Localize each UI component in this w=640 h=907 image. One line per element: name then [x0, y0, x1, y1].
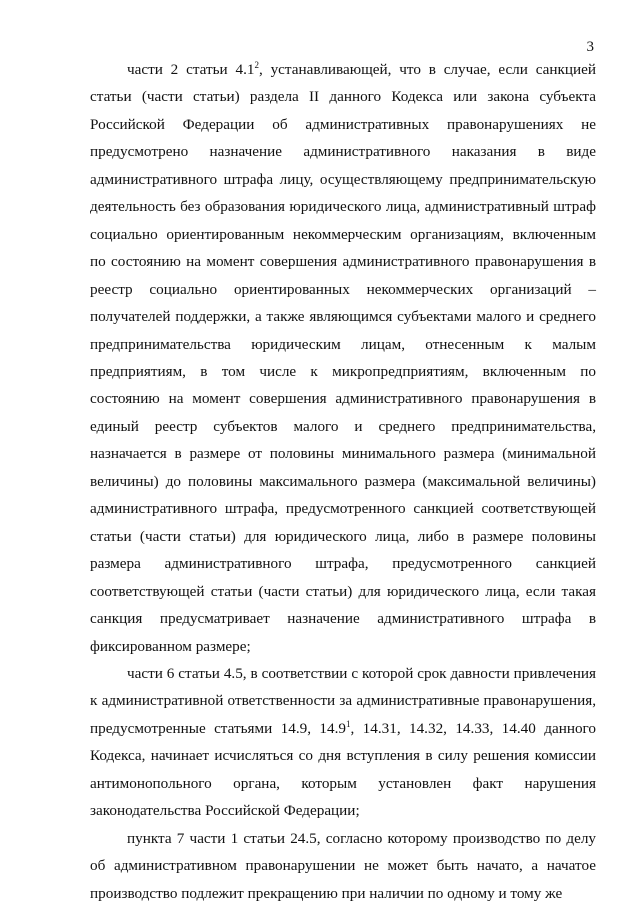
paragraph-article-4-5 — [90, 660, 596, 825]
superscript: 2 — [254, 59, 259, 70]
paragraph-text: пункта 7 части 1 статьи 24.5, согласно которому производство по делу об административном правонарушении не может быть начато, а начатое производство подлежит прекращению при наличии по одному и тому же — [90, 829, 596, 902]
paragraph-text: , устанавливающей, что в случае, если санкцией статьи (части статьи) раздела II данного Кодекса или закона субъекта Российской Федерации об административных правонарушениях не предусмотрено назначение административного наказания в виде административного штрафа лицу, осуществляющему предпринимательскую деятельность без образования юридического лица, административный штраф социально ориентированным некоммерческим организациям, включенным по состоянию на момент совершения административного правонарушения в реестр социально ориентированных некоммерческих организаций – получателей поддержки, а также являющимся субъектами малого и среднего предпринимательства юридическим лицам, отнесенным к малым предприятиям, в том числе к микропредприятиям, включенным по состоянию на момент совершения административного правонарушения в единый реестр субъектов малого и среднего предпринимательства, назначается в размере от половины минимального размера (минимальной величины) до половины максимального размера (максимальной величины) административного штрафа, предусмотренного санкцией соответствующей статьи (части статьи) для юридического лица, либо в размере половины размера административного штрафа, предусмотренного санкцией соответствующей статьи (части статьи) для юридического лица, если такая санкция предусматривает назначение административного штрафа в фиксированном размере; — [90, 61, 596, 655]
page-number: 3 — [586, 39, 594, 55]
document-body — [90, 56, 596, 907]
paragraph-text: части 6 статьи 4.5, в соответствии с которой срок давности привлечения к административной ответственности за административные правонарушения, предусмотренные статьями 14.9, 14.9 — [90, 664, 596, 737]
paragraph-text: , 14.31, 14.32, 14.33, 14.40 данного Кодекса, начинает исчисляться со дня вступления в силу решения комиссии антимонопольного органа, которым установлен факт нарушения законодательства Российской Федерации; — [90, 719, 596, 820]
superscript: 1 — [345, 718, 351, 729]
paragraph-article-4-1-2 — [90, 56, 596, 660]
paragraph-article-24-5 — [90, 825, 596, 907]
paragraph-text: части 2 статьи 4.1 — [127, 61, 255, 78]
